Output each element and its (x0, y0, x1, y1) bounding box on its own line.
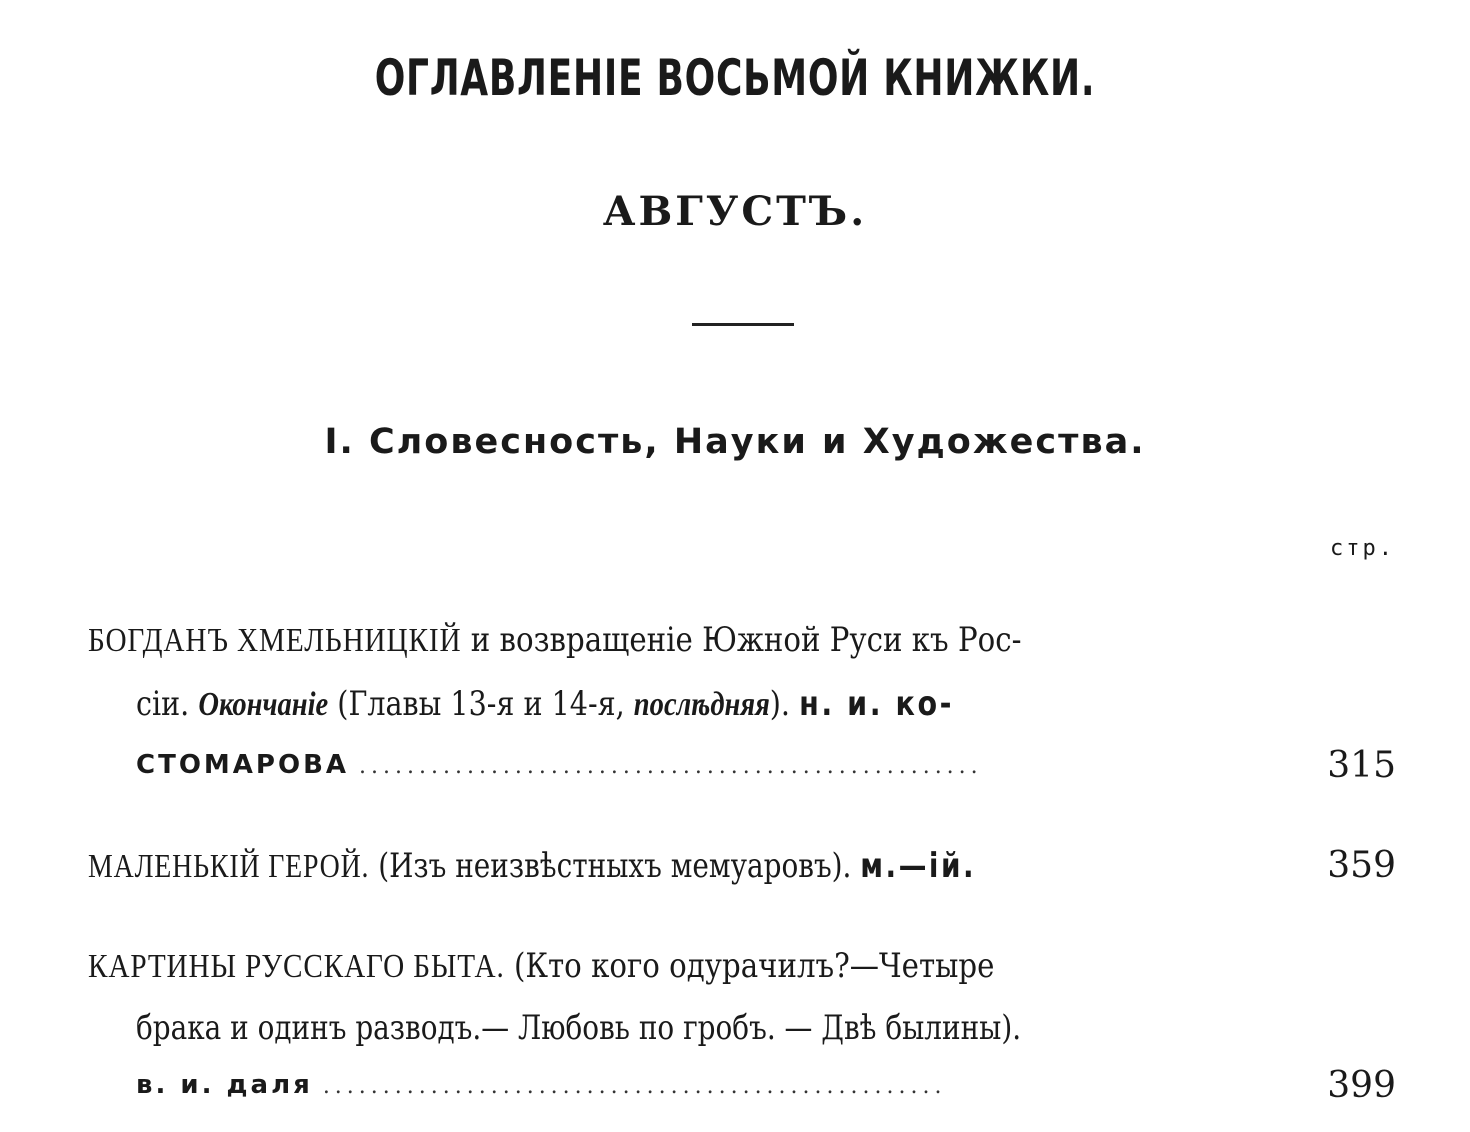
page-number: 359 (1327, 845, 1396, 886)
dot-leader: .................................................... (322, 1074, 947, 1099)
page-number: 399 (1327, 1065, 1396, 1106)
entry-italic: Окончаніе (198, 686, 329, 723)
divider-rule (692, 323, 794, 326)
entry-author: СТОМАРОВА (136, 750, 350, 780)
entry-title: КАРТИНЫ РУССКАГО БЫТА. (88, 948, 505, 985)
entry-line (136, 1006, 1215, 1050)
page-number: 315 (1327, 745, 1396, 786)
section-heading: I. Словесность, Науки и Художества. (324, 422, 1146, 462)
entry-title: БОГДАНЪ ХМЕЛЬНИЦКІЙ (88, 622, 462, 659)
entry-line (88, 944, 1142, 989)
entry-title: МАЛЕНЬКІЙ ГЕРОЙ. (88, 848, 370, 885)
entry-text: ). (769, 684, 800, 724)
entry-author: м.—ій. (860, 846, 976, 886)
entry-leader-row (136, 750, 1276, 782)
entry-author: в. и. даля (136, 1070, 313, 1100)
page-title: ОГЛАВЛЕНІЕ ВОСЬМОЙ КНИЖКИ. (374, 49, 1096, 107)
entry-italic: послѣдняя (633, 686, 770, 723)
entry-text: (Главы 13-я и 14-я, (328, 684, 634, 724)
entry-text: брака и одинъ разводъ.— Любовь по гробъ. — Двѣ былины). (136, 1008, 1022, 1048)
entry-text: сіи. (136, 684, 199, 724)
month-heading: АВГУСТЪ. (602, 188, 868, 235)
entry-author: н. и. ко- (799, 684, 954, 724)
dot-leader: .................................................... (359, 754, 983, 779)
entry-leader-row (136, 1070, 1276, 1102)
entry-text: (Изъ неизвѣстныхъ мемуаровъ). (369, 846, 861, 886)
entry-text: (Кто кого одурачилъ?—Четыре (504, 946, 995, 986)
entry-line (88, 844, 1171, 889)
page-column-label: стр. (1330, 536, 1395, 561)
entry-line (88, 618, 1173, 663)
entry-line (136, 682, 1110, 727)
entry-text: и возвращеніе Южной Руси къ Рос- (461, 620, 1022, 660)
